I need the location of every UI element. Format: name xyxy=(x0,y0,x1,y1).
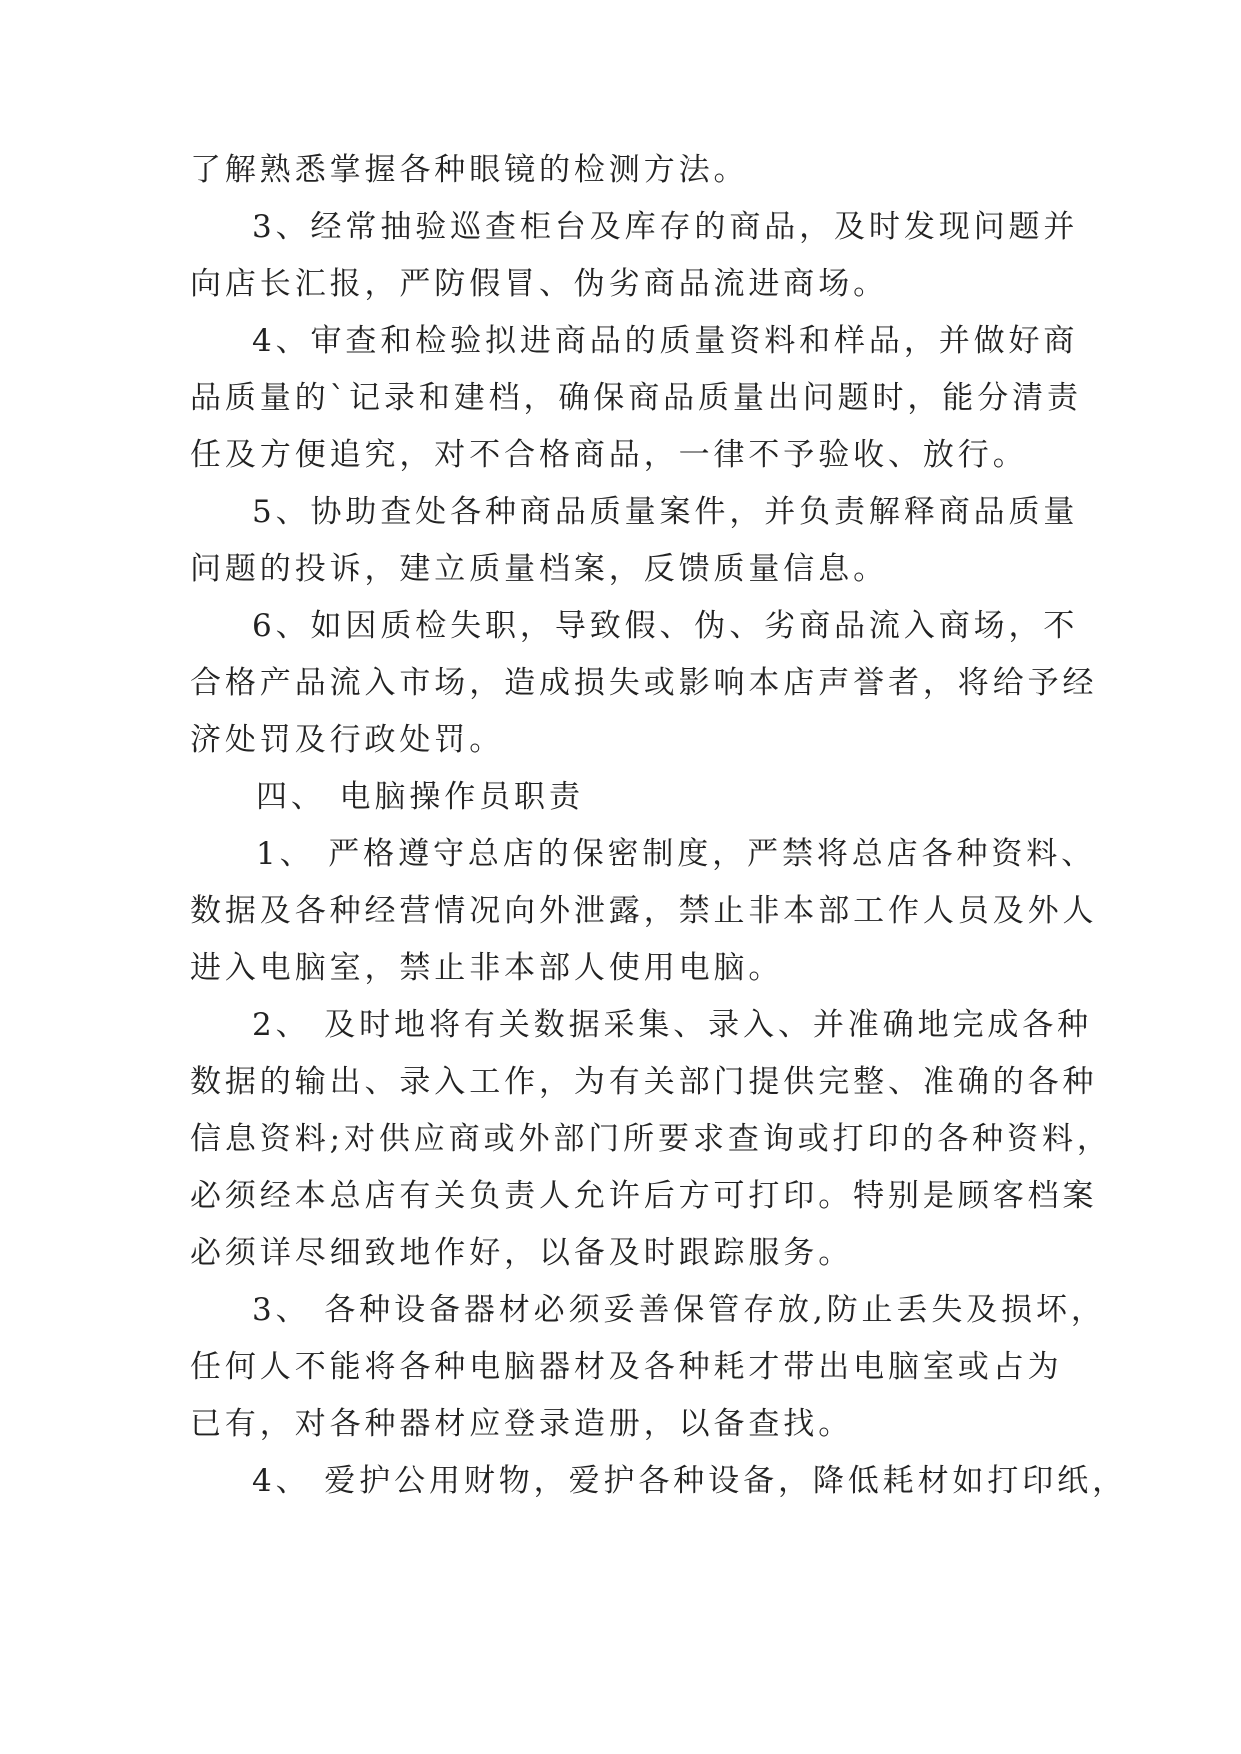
list-item-1: 1、 严格遵守总店的保密制度，严禁将总店各种资料、 xyxy=(256,836,1097,872)
list-item-6: 6、如因质检失职，导致假、伪、劣商品流入商场，不 xyxy=(252,608,1079,644)
text-line: 必须详尽细致地作好，以备及时跟踪服务。 xyxy=(190,1235,854,1271)
text-line: 进入电脑室，禁止非本部人使用电脑。 xyxy=(190,950,784,986)
text-line: 任及方便追究，对不合格商品，一律不予验收、放行。 xyxy=(190,437,1028,473)
text-line: 数据的输出、录入工作，为有关部门提供完整、准确的各种 xyxy=(190,1064,1098,1100)
text-line: 向店长汇报，严防假冒、伪劣商品流进商场。 xyxy=(190,266,888,302)
text-line: 必须经本总店有关负责人允许后方可打印。特别是顾客档案 xyxy=(190,1178,1098,1214)
section-heading: 四、 电脑操作员职责 xyxy=(256,779,584,815)
text-line: 任何人不能将各种电脑器材及各种耗才带出电脑室或占为 xyxy=(190,1349,1063,1385)
text-line: 数据及各种经营情况向外泄露，禁止非本部工作人员及外人 xyxy=(190,893,1098,929)
text-line: 品质量的`记录和建档，确保商品质量出问题时，能分清责 xyxy=(190,380,1082,416)
list-item-5: 5、协助查处各种商品质量案件，并负责解释商品质量 xyxy=(252,494,1079,530)
text-line: 信息资料;对供应商或外部门所要求查询或打印的各种资料， xyxy=(190,1121,1112,1157)
text-line: 已有，对各种器材应登录造册，以备查找。 xyxy=(190,1406,854,1442)
list-item-3: 3、经常抽验巡查柜台及库存的商品，及时发现问题并 xyxy=(252,209,1079,245)
list-item-3b: 3、 各种设备器材必须妥善保管存放,防止丢失及损坏， xyxy=(252,1292,1106,1328)
list-item-4: 4、审查和检验拟进商品的质量资料和样品，并做好商 xyxy=(252,323,1079,359)
text-line: 合格产品流入市场，造成损失或影响本店声誉者，将给予经 xyxy=(190,665,1098,701)
text-line: 问题的投诉，建立质量档案，反馈质量信息。 xyxy=(190,551,888,587)
list-item-4b: 4、 爱护公用财物，爱护各种设备，降低耗材如打印纸， xyxy=(252,1463,1127,1499)
text-line: 济处罚及行政处罚。 xyxy=(190,722,505,758)
list-item-2: 2、 及时地将有关数据采集、录入、并准确地完成各种 xyxy=(252,1007,1093,1043)
text-line: 了解熟悉掌握各种眼镜的检测方法。 xyxy=(190,152,749,188)
